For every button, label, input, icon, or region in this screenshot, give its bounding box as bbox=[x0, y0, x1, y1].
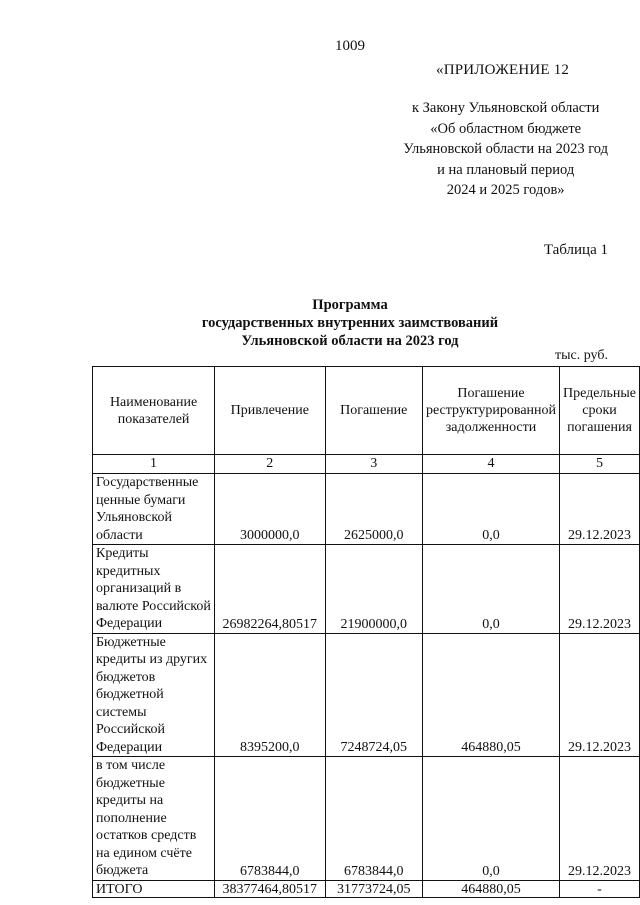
appendix-title: «ПРИЛОЖЕНИЕ 12 bbox=[436, 62, 570, 78]
row-repayment: 7248724,05 bbox=[325, 633, 422, 757]
header-attraction: Привлечение bbox=[215, 367, 325, 455]
row-repayment: 6783844,0 bbox=[325, 757, 422, 881]
column-number: 4 bbox=[422, 455, 559, 474]
total-row bbox=[93, 880, 640, 897]
row-restructured: 464880,05 bbox=[422, 633, 559, 757]
column-number-row bbox=[93, 455, 640, 474]
row-deadline: 29.12.2023 bbox=[560, 474, 640, 545]
row-name: Кредиты кредитных организаций в валюте Российской Федерации bbox=[93, 545, 215, 634]
document-title bbox=[0, 296, 640, 350]
row-repayment: 2625000,0 bbox=[325, 474, 422, 545]
header-repayment: Погашение bbox=[325, 367, 422, 455]
row-attraction: 3000000,0 bbox=[215, 474, 325, 545]
column-number: 3 bbox=[325, 455, 422, 474]
table-row bbox=[93, 474, 640, 545]
title-line: государственных внутренних заимствований bbox=[201, 315, 499, 331]
total-attraction: 38377464,80517 bbox=[215, 880, 325, 897]
row-attraction: 6783844,0 bbox=[215, 757, 325, 881]
row-attraction: 8395200,0 bbox=[215, 633, 325, 757]
row-repayment: 21900000,0 bbox=[325, 545, 422, 634]
table-row bbox=[93, 545, 640, 634]
law-reference-line: «Об областном бюджете bbox=[430, 120, 582, 137]
table-row bbox=[93, 757, 640, 881]
title-line: Программа bbox=[312, 297, 388, 313]
row-deadline: 29.12.2023 bbox=[560, 633, 640, 757]
total-deadline: - bbox=[560, 880, 640, 897]
row-name: в том числе бюджетные кредиты на пополнение остатков средств на едином счёте бюджета bbox=[93, 757, 215, 881]
row-name: Государственные ценные бумаги Ульяновской области bbox=[93, 474, 215, 545]
total-name: ИТОГО bbox=[93, 880, 215, 897]
title-line: Ульяновской области на 2023 год bbox=[241, 333, 459, 349]
column-number: 1 bbox=[93, 455, 215, 474]
row-attraction: 26982264,80517 bbox=[215, 545, 325, 634]
row-deadline: 29.12.2023 bbox=[560, 757, 640, 881]
table-label: Таблица 1 bbox=[543, 242, 608, 258]
row-restructured: 0,0 bbox=[422, 474, 559, 545]
law-reference-line: Ульяновской области на 2023 год bbox=[403, 141, 608, 157]
header-deadline: Предельные сроки погашения bbox=[560, 367, 640, 455]
units-label: тыс. руб. bbox=[555, 348, 608, 363]
header-row bbox=[93, 367, 640, 455]
law-reference-line: и на плановый период bbox=[437, 161, 575, 178]
law-reference-line: 2024 и 2025 годов» bbox=[446, 182, 565, 198]
row-deadline: 29.12.2023 bbox=[560, 545, 640, 634]
page-number: 1009 bbox=[335, 38, 365, 54]
column-number: 5 bbox=[560, 455, 640, 474]
total-restructured: 464880,05 bbox=[422, 880, 559, 897]
header-restructured: Погашение реструктурированной задолженности bbox=[422, 367, 559, 455]
row-restructured: 0,0 bbox=[422, 757, 559, 881]
header-name: Наименование показателей bbox=[93, 367, 215, 455]
row-restructured: 0,0 bbox=[422, 545, 559, 634]
total-repayment: 31773724,05 bbox=[325, 880, 422, 897]
borrowing-program-table bbox=[92, 366, 640, 898]
row-name: Бюджетные кредиты из других бюджетов бюджетной системы Российской Федерации bbox=[93, 633, 215, 757]
law-reference-line: к Закону Ульяновской области bbox=[412, 100, 600, 116]
table-row bbox=[93, 633, 640, 757]
column-number: 2 bbox=[215, 455, 325, 474]
law-reference bbox=[403, 98, 608, 201]
